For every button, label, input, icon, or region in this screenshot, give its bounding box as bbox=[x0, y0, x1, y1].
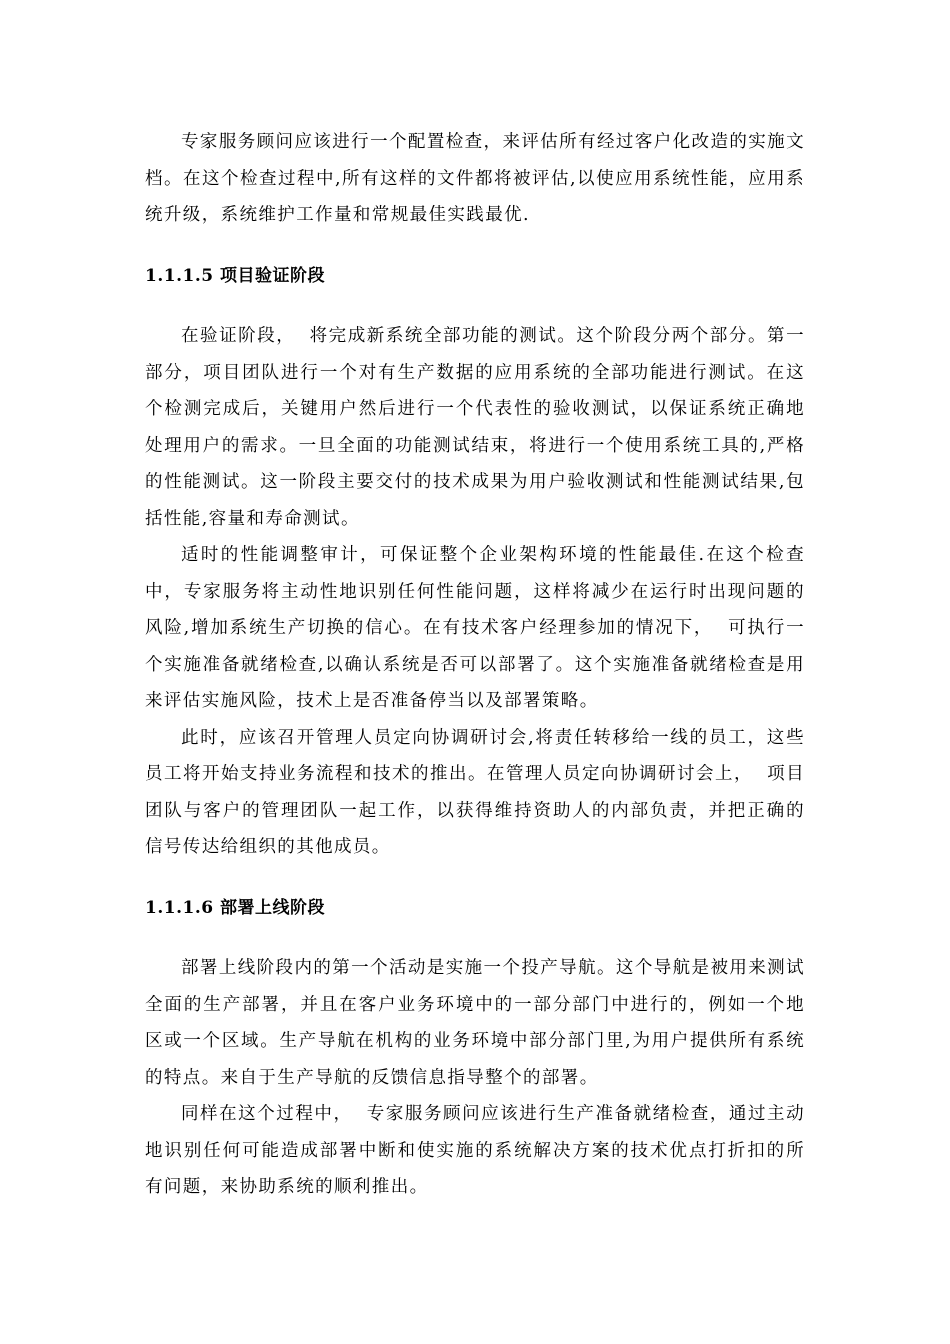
paragraph-production-pilot: 部署上线阶段内的第一个活动是实施一个投产导航。这个导航是被用来测试全面的生产部署，并且在客户业务环境中的一部分部门中进行的，例如一个地区或一个区域。生产导航在机构的业务环境中部分部门里,为用户提供所有系统的特点。来自于生产导航的反馈信息指导整个的部署。 bbox=[145, 958, 805, 1088]
document-body bbox=[145, 124, 805, 1206]
section-heading-deployment: 1.1.1.6 部署上线阶段 bbox=[145, 897, 325, 918]
paragraph-performance-audit: 适时的性能调整审计，可保证整个企业架构环境的性能最佳.在这个检查中，专家服务将主动性地识别任何性能问题，这样将减少在运行时出现问题的风险,增加系统生产切换的信心。在有技术客户经理参加的情况下， 可执行一个实施准备就绪检查,以确认系统是否可以部署了。这个实施准备就绪检查是用来评估实施风险，技术上是否准备停当以及部署策略。 bbox=[145, 545, 805, 711]
paragraph-management-workshop: 此时，应该召开管理人员定向协调研讨会,将责任转移给一线的员工，这些员工将开始支持业务流程和技术的推出。在管理人员定向协调研讨会上， 项目团队与客户的管理团队一起工作，以获得维持资助人的内部负责，并把正确的信号传达给组织的其他成员。 bbox=[145, 727, 805, 857]
paragraph-validation-testing: 在验证阶段， 将完成新系统全部功能的测试。这个阶段分两个部分。第一部分，项目团队进行一个对有生产数据的应用系统的全部功能进行测试。在这个检测完成后，关键用户然后进行一个代表性的验收测试，以保证系统正确地处理用户的需求。一旦全面的功能测试结束，将进行一个使用系统工具的,严格的性能测试。这一阶段主要交付的技术成果为用户验收测试和性能测试结果,包括性能,容量和寿命测试。 bbox=[145, 326, 805, 529]
section-heading-validation: 1.1.1.5 项目验证阶段 bbox=[145, 265, 325, 286]
paragraph-config-check: 专家服务顾问应该进行一个配置检查，来评估所有经过客户化改造的实施文档。在这个检查过程中,所有这样的文件都将被评估,以使应用系统性能，应用系统升级，系统维护工作量和常规最佳实践最优. bbox=[145, 132, 805, 225]
paragraph-production-readiness: 同样在这个过程中， 专家服务顾问应该进行生产准备就绪检查，通过主动地识别任何可能造成部署中断和使实施的系统解决方案的技术优点打折扣的所有问题，来协助系统的顺利推出。 bbox=[145, 1104, 805, 1197]
